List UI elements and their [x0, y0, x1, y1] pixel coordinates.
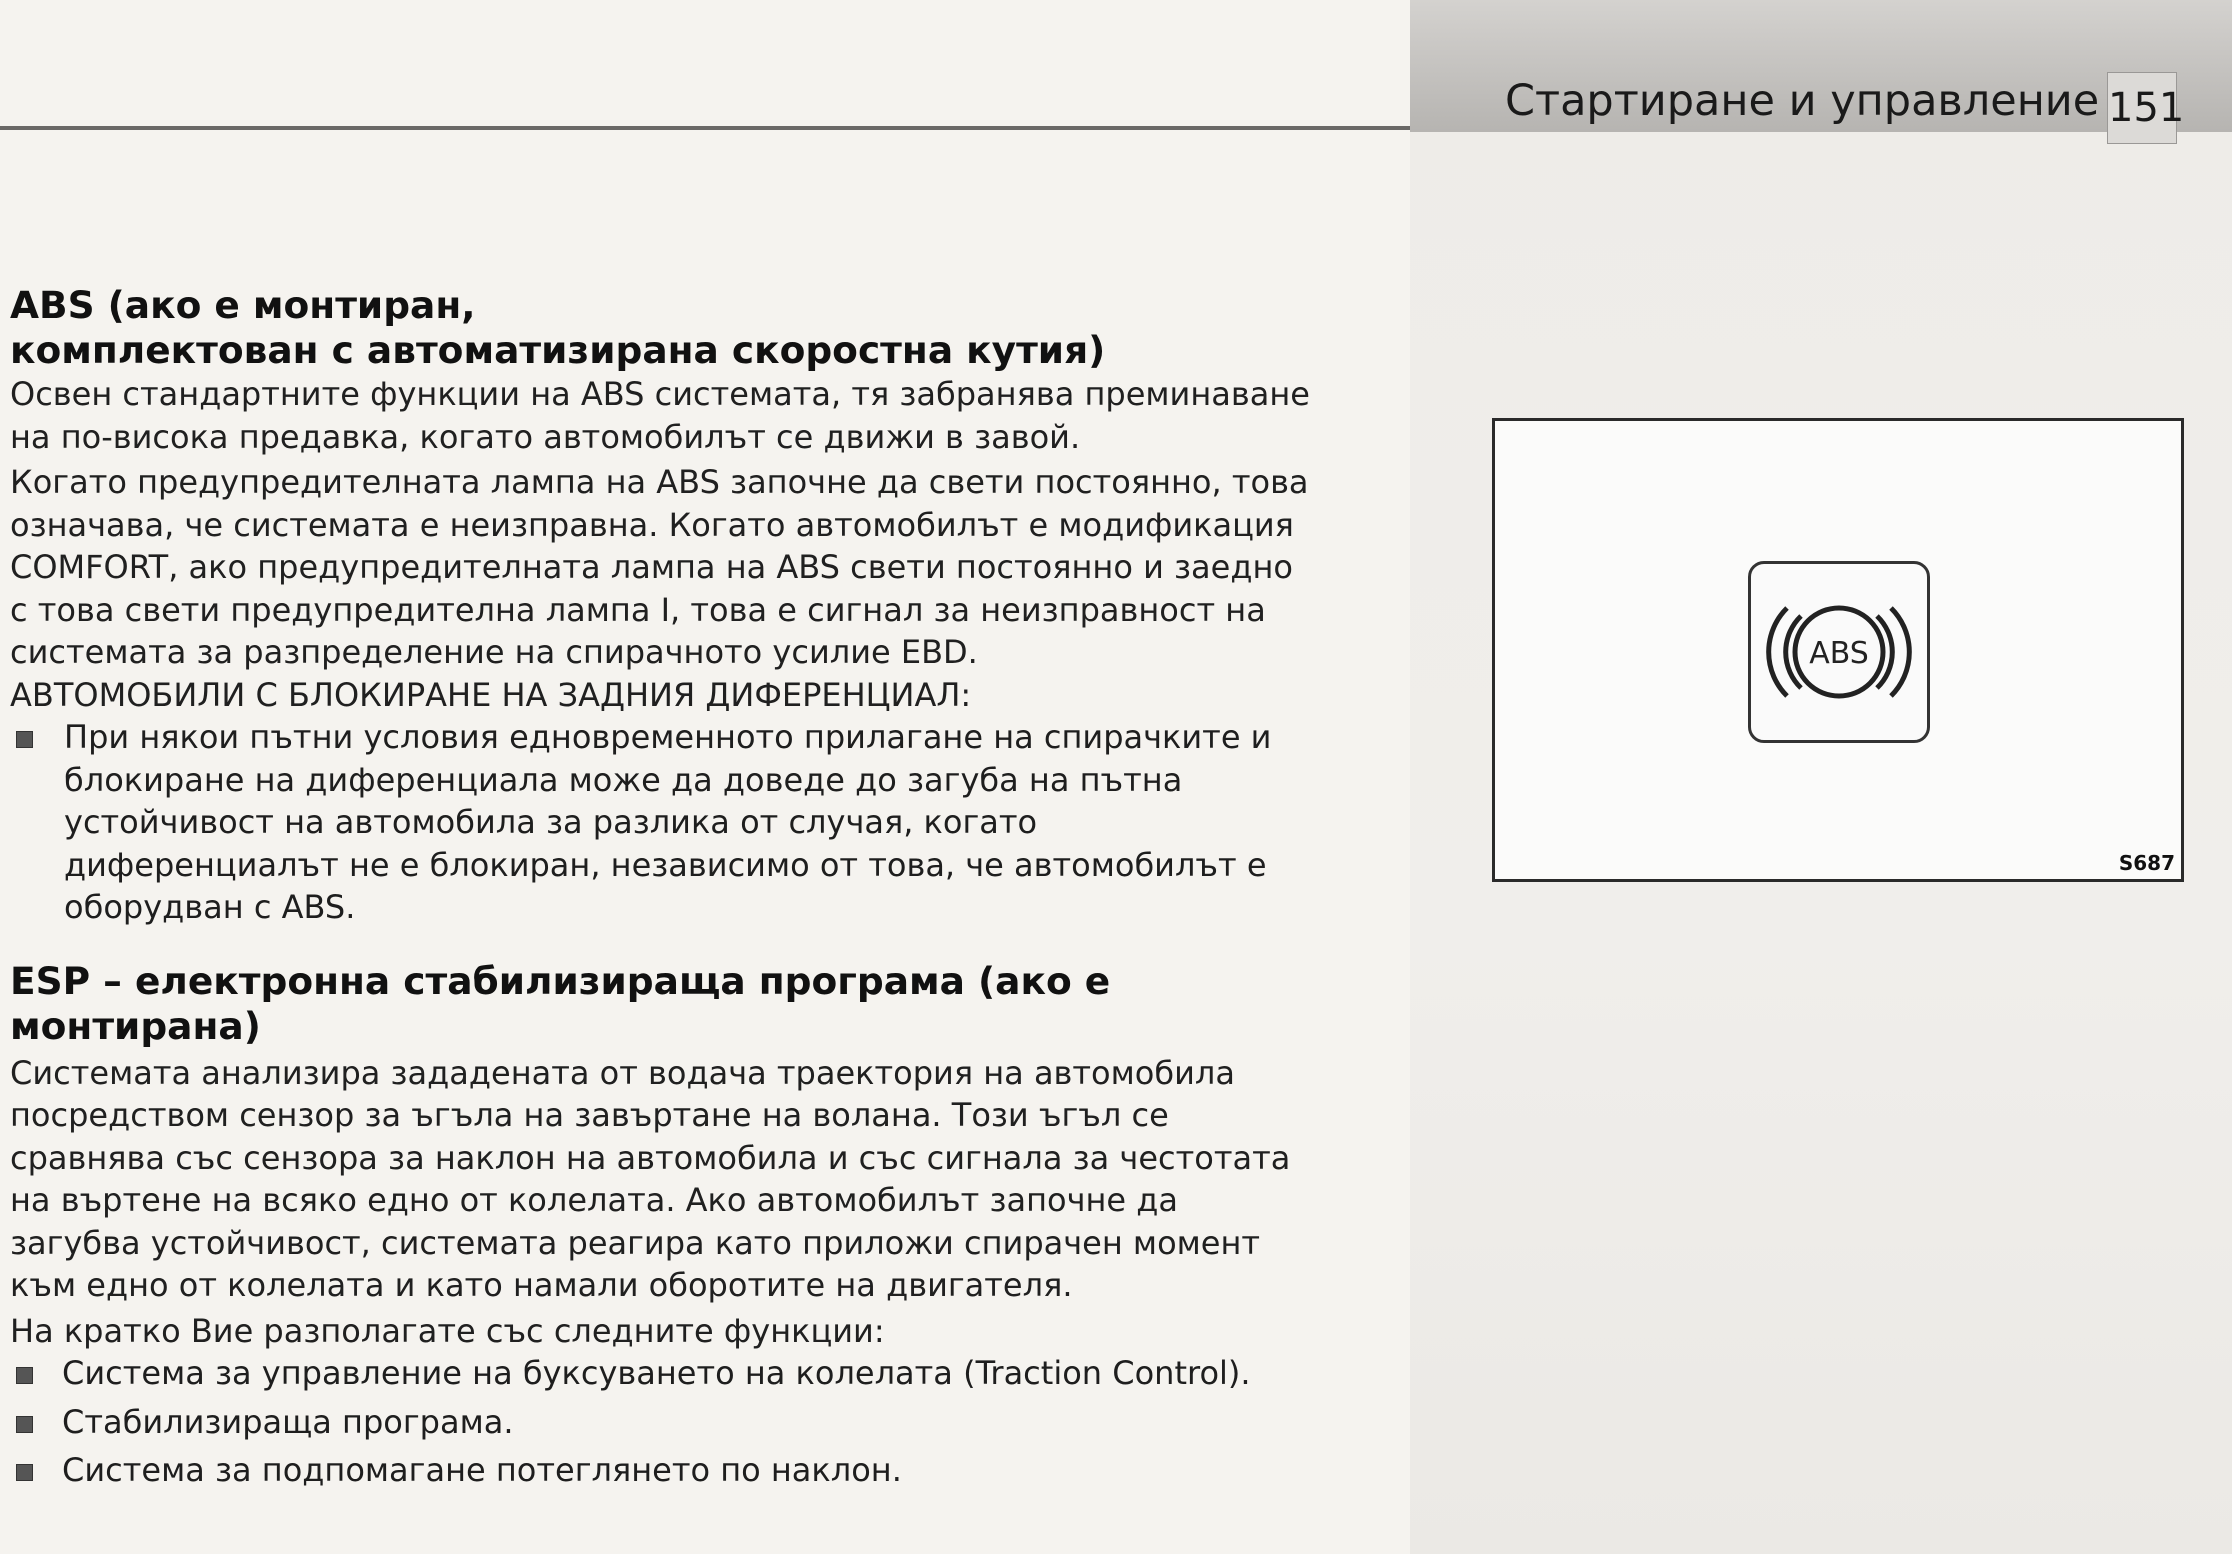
abs-heading: [10, 283, 1318, 373]
abs-bullet-list: [10, 716, 1318, 929]
list-item-text: При някои пътни условия едновременното прилагане на спирачките и блокиране на диференциала може да доведе до загуба на пътна устойчивост на автомобила за разлика от случая, когато диференциалът не е блокиран, независимо от това, че автомобилът е оборудван с ABS.: [64, 718, 1272, 926]
abs-paragraph-2: Когато предупредителната лампа на ABS започне да свети постоянно, това означава, че системата е неизправна. Когато автомобилът е модификация COMFORT, ако предупредителната лампа на ABS свети постоянно и заедно с това свети предупредителна лампа I, това е сигнал за неизправност на системата за разпределение на спирачното усилие EBD.: [10, 463, 1309, 671]
list-item: [10, 1449, 1318, 1492]
abs-heading-line2: комплектован с автоматизирана скоростна кутия): [10, 328, 1106, 372]
list-item: [10, 1352, 1318, 1395]
list-item: [10, 716, 1318, 929]
esp-heading: ESP – електронна стабилизираща програма (ако е монтирана): [10, 958, 1111, 1048]
abs-symbol-graphic: [1751, 564, 1927, 740]
abs-icon-text: ABS: [1809, 636, 1869, 671]
square-bullet-icon: [16, 731, 33, 748]
page-number: 151: [2107, 72, 2177, 144]
abs-caps-line: АВТОМОБИЛИ С БЛОКИРАНЕ НА ЗАДНИЯ ДИФЕРЕНЦИАЛ:: [10, 675, 972, 714]
list-item-text: Система за подпомагане потеглянето по наклон.: [62, 1451, 902, 1489]
list-item-text: Стабилизираща програма.: [62, 1402, 514, 1441]
abs-warning-lamp-icon: [1748, 561, 1930, 743]
esp-paragraph-2: На кратко Вие разполагате със следните функции:: [10, 1311, 885, 1350]
list-item: [10, 1401, 1318, 1444]
header-rule: [0, 126, 1410, 130]
esp-bullet-list: [10, 1352, 1318, 1492]
figure-box: [1492, 418, 2184, 882]
text-column: [10, 283, 1318, 1498]
figure-code: S687: [2118, 851, 2175, 875]
list-item-text: Система за управление на буксуването на колелата (Traction Control).: [62, 1354, 1251, 1392]
square-bullet-icon: [16, 1367, 33, 1384]
square-bullet-icon: [16, 1416, 33, 1433]
square-bullet-icon: [16, 1464, 33, 1481]
abs-paragraph-1: Освен стандартните функции на ABS системата, тя забранява преминаване на по-висока предавка, когато автомобилът се движи в завой.: [10, 375, 1310, 456]
section-title: Стартиране и управление: [1505, 76, 2100, 126]
abs-heading-line1: ABS (ако е монтиран,: [10, 283, 476, 327]
esp-paragraph-1: Системата анализира зададената от водача траектория на автомобила посредством сензор за ъгъла на завъртане на волана. Този ъгъл се сравнява със сензора за наклон на автомобила и със сигнала за честотата на въртене на всяко едно от колелата. Ако автомобилът започне да загубва устойчивост, системата реагира като приложи спирачен момент към едно от колелата и като намали оборотите на двигателя.: [10, 1053, 1291, 1304]
